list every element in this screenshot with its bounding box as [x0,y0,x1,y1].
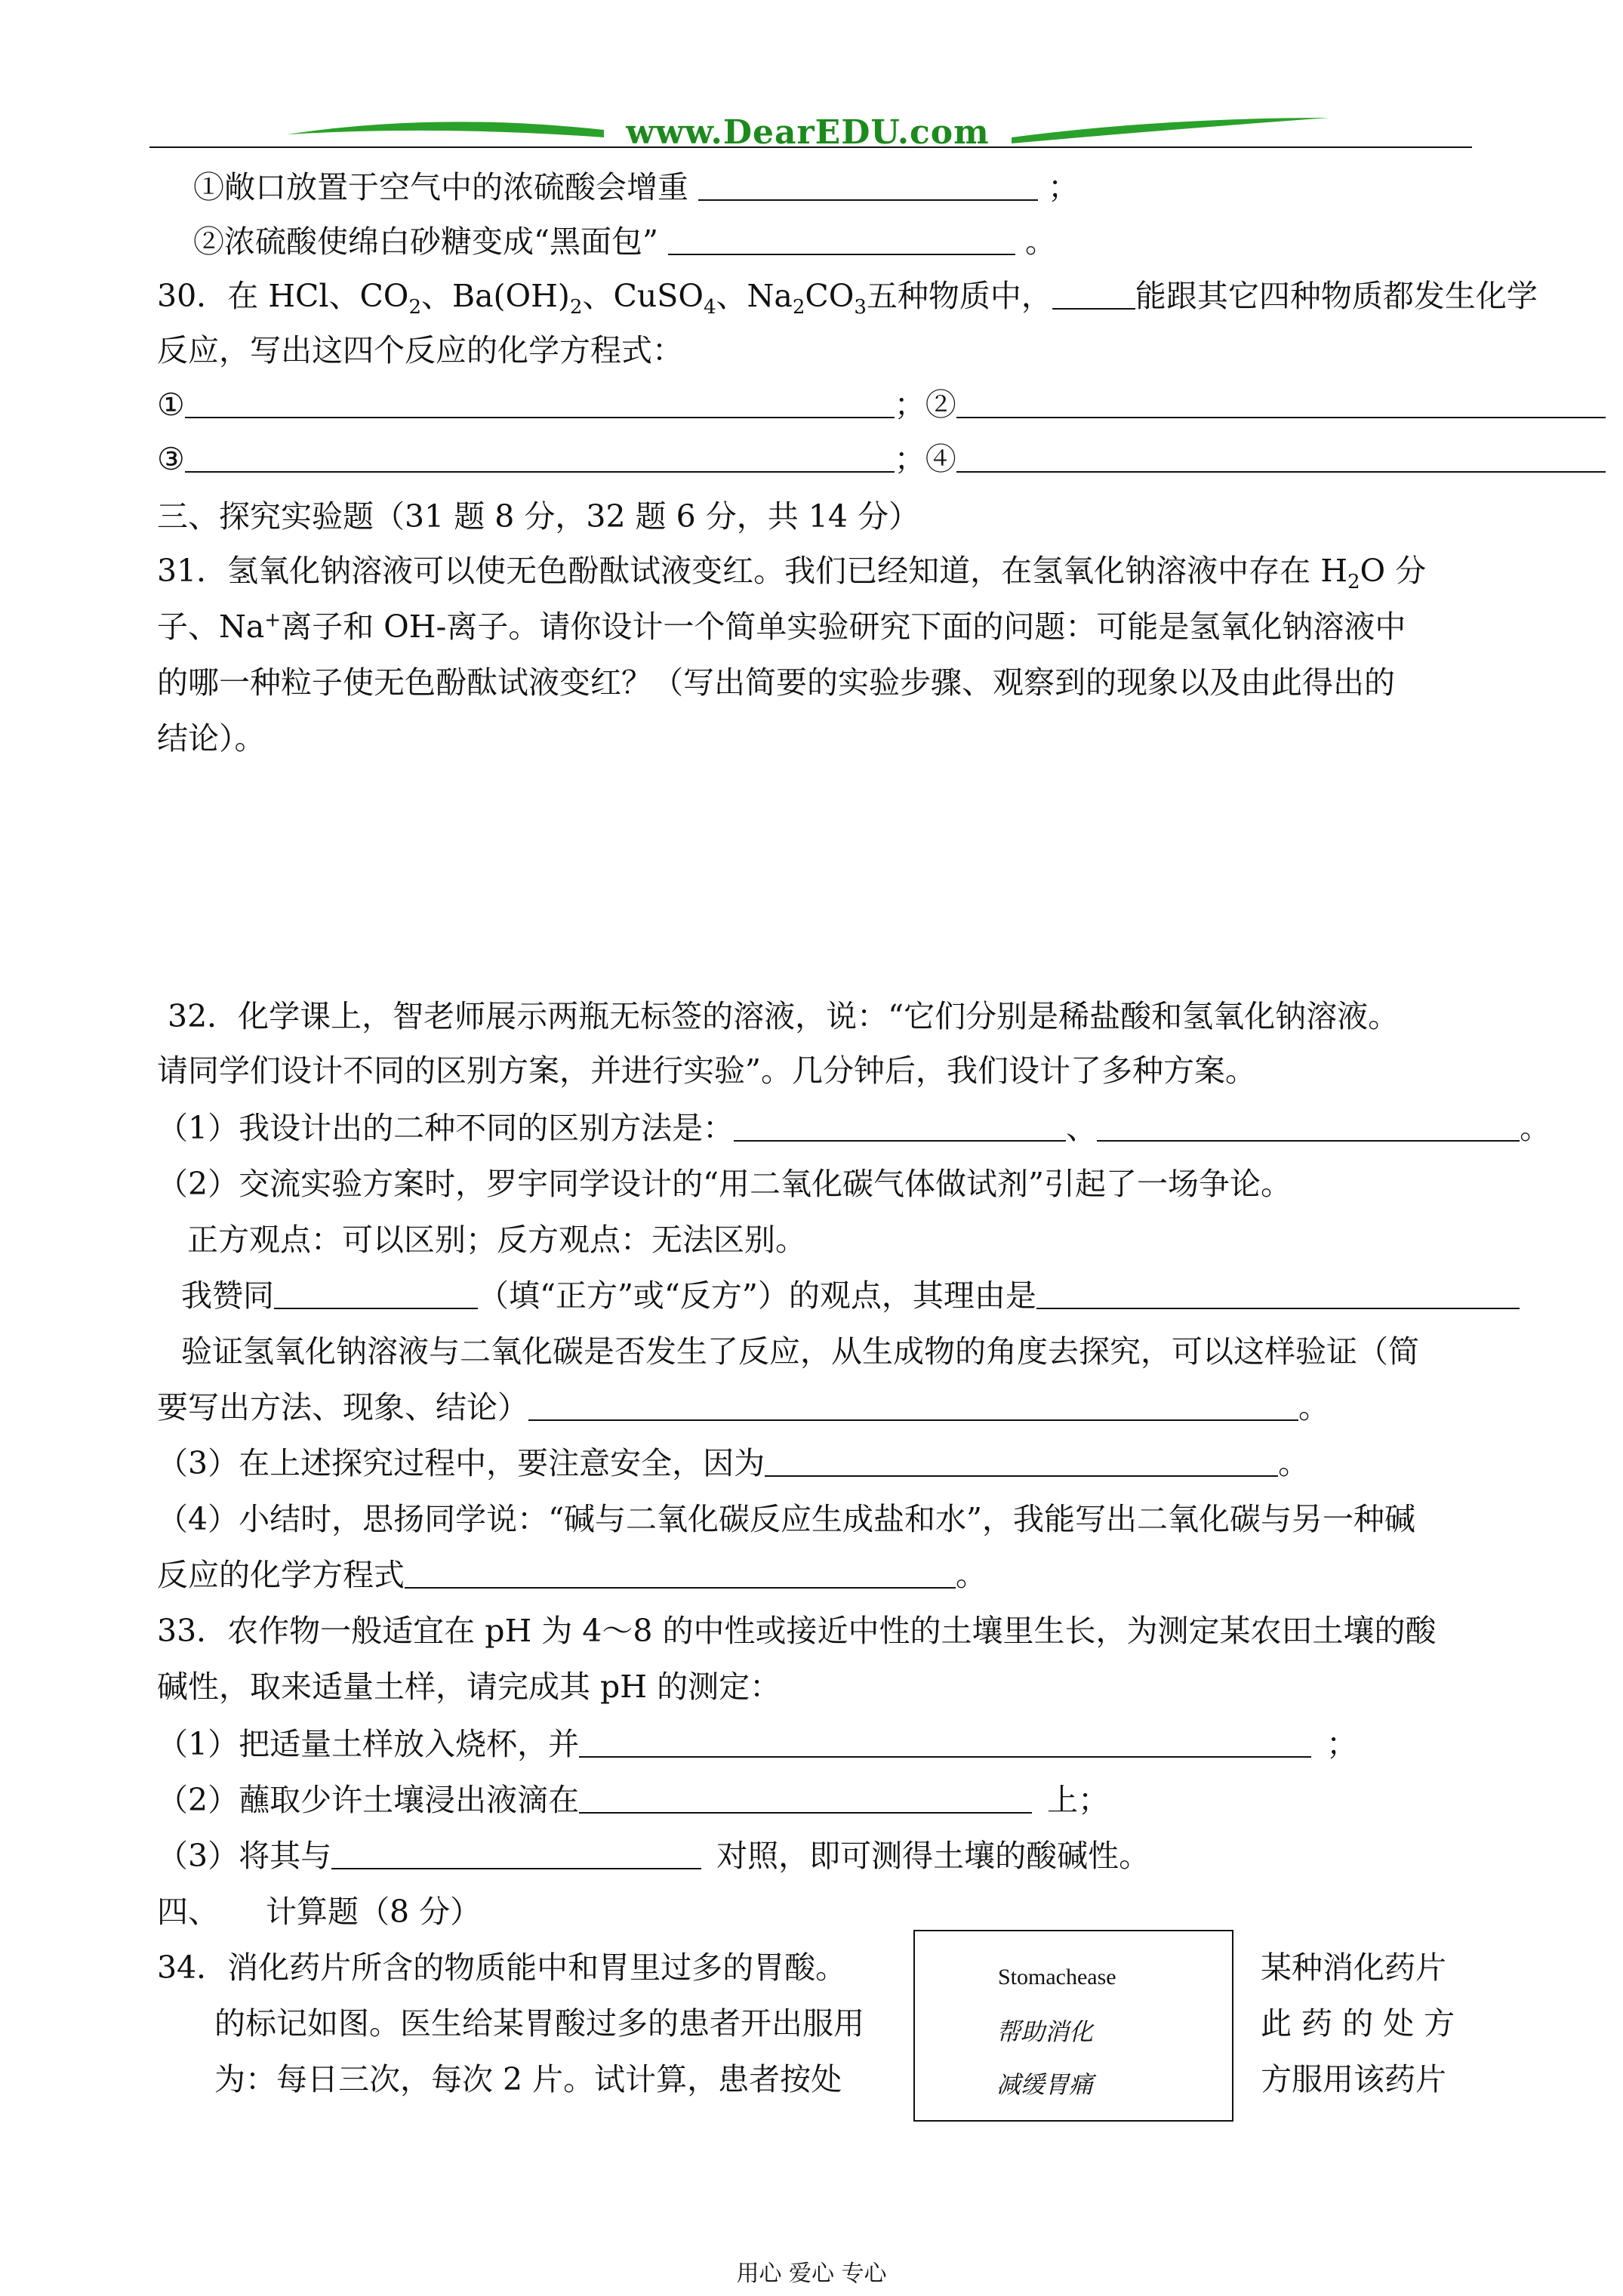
q32-blank-safety[interactable] [765,1448,1278,1477]
q29-item-1-end: ； [1048,169,1079,205]
q32-blank-method-1[interactable] [734,1113,1066,1142]
section-4-heading: 四、 计算题（8 分） [157,1894,482,1930]
q29-item-2-text: ②浓硫酸使绵白砂糖变成“黑面包” [193,223,658,260]
q32-blank-verify[interactable] [528,1392,1298,1421]
q33-blank-step-2[interactable] [579,1785,1032,1814]
q32-part-4-line-2: 反应的化学方程式 。 [157,1557,987,1593]
header-logo [287,104,1329,157]
q29-blank-2[interactable] [668,227,1015,255]
q30-blank-eq2[interactable] [956,390,1606,418]
q33-line-2: 碱性，取来适量土样，请完成其 pH 的测定： [157,1669,781,1705]
q30-blank-eq3[interactable] [185,444,895,473]
q32-part-2: （2）交流实验方案时，罗宇同学设计的“用二氧化碳气体做试剂”引起了一场争论。 [157,1166,1292,1202]
q32-verify-line-1: 验证氢氧化钠溶液与二氧化碳是否发生了反应，从生成物的角度去探究，可以这样验证（简 [181,1333,1419,1370]
q31-line-1: 31．氢氧化钠溶液可以使无色酚酞试液变红。我们已经知道，在氢氧化钠溶液中存在 $H_2O$ 分 [157,553,1427,594]
q30-equations-row-2: ③ ；④ [157,444,1606,475]
q30-line-2: 反应，写出这四个反应的化学方程式： [157,332,683,368]
q31-line-2: 子、Na+离子和 OH-离子。请你设计一个简单实验研究下面的问题：可能是氢氧化钠溶液中 [157,609,1406,645]
medicine-name: Stomachease [998,1965,1116,1989]
medicine-line-1: 帮助消化 [996,2017,1094,2046]
q33-step-1: （1）把适量土样放入烧杯，并 ； [157,1726,1358,1762]
q32-part-3: （3）在上述探究过程中，要注意安全，因为 。 [157,1445,1310,1481]
q30-equations-row-1: ① ；② [157,390,1606,421]
q30-blank-eq1[interactable] [185,390,895,418]
q32-verify-line-2: 要写出方法、现象、结论） 。 [157,1389,1329,1425]
logo-text: www.DearEDU.com [626,113,990,152]
q29-item-1-text: ①敞口放置于空气中的浓硫酸会增重 [193,169,688,205]
header-rule [149,146,1472,148]
q29-item-1 [193,169,1079,205]
q34-line-1: 34．消化药片所含的物质能中和胃里过多的胃酸。 [157,1949,847,1986]
q30-line-1: 30．在 HCl、$CO_2$、$Ba(OH)_2$、CuSO$_4$、$Na_2CO_3$五种物质中， 能跟其它四种物质都发生化学 [157,278,1538,319]
q31-line-4: 结论）。 [157,720,266,757]
q34-right-1: 某种消化药片 [1261,1949,1446,1986]
q32-agree-line: 我赞同 （填“正方”或“反方”）的观点，其理由是 [181,1281,1520,1311]
medicine-line-2: 减缓胃痛 [996,2070,1094,2099]
q30-blank-substance[interactable] [1052,281,1135,310]
q33-step-2: （2）蘸取少许土壤浸出液滴在 上； [157,1782,1110,1818]
q32-viewpoints: 正方观点：可以区别；反方观点：无法区别。 [187,1222,806,1258]
q29-item-2 [193,223,1057,260]
q32-blank-reason[interactable] [1036,1281,1520,1309]
q32-line-2: 请同学们设计不同的区别方案，并进行实验”。几分钟后，我们设计了多种方案。 [157,1052,1256,1089]
q34-line-3: 为：每日三次，每次 2 片。试计算，患者按处 [214,2061,842,2097]
q33-step-3: （3）将其与 对照，即可测得土壤的酸碱性。 [157,1838,1150,1874]
medicine-label-box [913,1930,1233,2122]
q34-line-2: 的标记如图。医生给某胃酸过多的患者开出服用 [214,2005,864,2042]
q32-blank-side[interactable] [274,1281,478,1309]
q32-part-1: （1）我设计出的二种不同的区别方法是： 、 。 [157,1110,1551,1146]
q34-right-3: 方服用该药片 [1261,2061,1446,2097]
q32-blank-method-2[interactable] [1097,1113,1520,1142]
q33-blank-step-1[interactable] [579,1729,1311,1758]
page-footer: 用心 爱心 专心 [736,2261,887,2287]
q32-part-4-line-1: （4）小结时，思扬同学说：“碱与二氧化碳反应生成盐和水”，我能写出二氧化碳与另一种碱 [157,1501,1416,1537]
section-3-heading: 三、探究实验题（31 题 8 分，32 题 6 分，共 14 分） [157,498,919,535]
q29-item-2-end: 。 [1025,223,1057,260]
q29-blank-1[interactable] [698,172,1038,201]
q31-line-3: 的哪一种粒子使无色酚酞试液变红？（写出简要的实验步骤、观察到的现象以及由此得出的 [157,664,1395,701]
q34-right-2: 此 药 的 处 方 [1261,2005,1455,2042]
q33-blank-step-3[interactable] [331,1841,701,1869]
q30-blank-eq4[interactable] [956,444,1606,473]
q33-line-1: 33．农作物一般适宜在 pH 为 4～8 的中性或接近中性的土壤里生长，为测定某农田土壤的酸 [157,1613,1437,1649]
q32-blank-equation[interactable] [405,1560,956,1589]
q32-line-1: 32．化学课上，智老师展示两瓶无标签的溶液，说：“它们分别是稀盐酸和氢氧化钠溶液。 [168,998,1400,1034]
